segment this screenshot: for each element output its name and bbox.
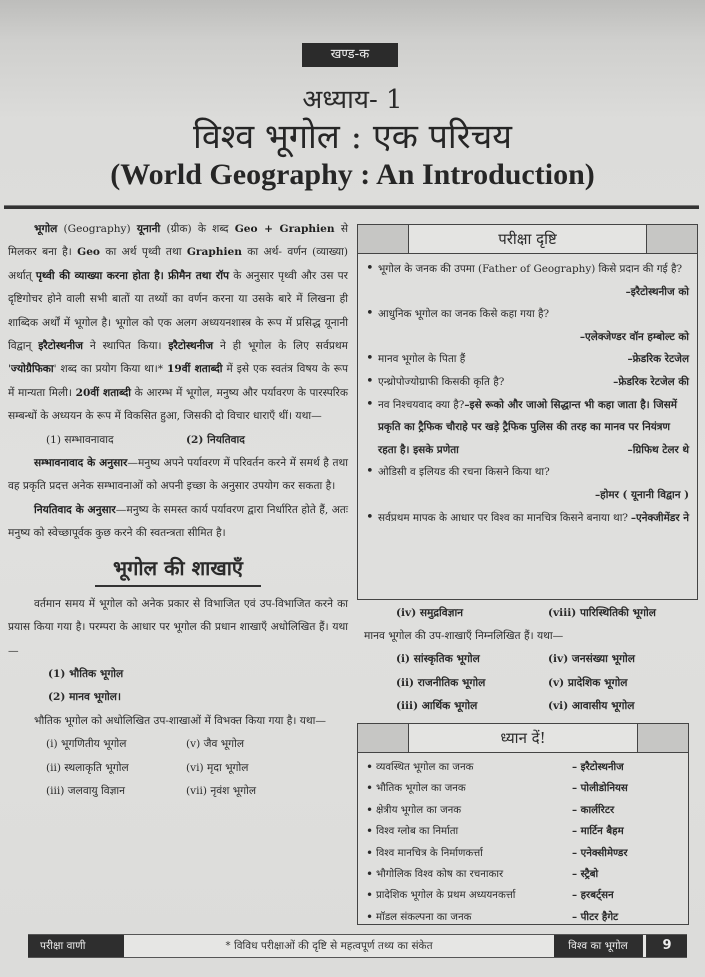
intro-paragraph xyxy=(8,218,348,429)
intro-segment: Graphien xyxy=(186,246,242,259)
header-shade-right xyxy=(647,225,697,253)
exam-insight-box xyxy=(357,224,698,600)
exam-insight-header xyxy=(358,225,697,254)
answer-inline: –इसे रूको और जाओ सिद्धान्त भी कहा जाता है। जिसमें प्रकृति का ट्रैफिक चौराहे पर खड़े ट्रैफिक पुलिस की तरह का मानव पर नियंत्रण रहता है। इसके प्रणेता xyxy=(378,398,677,456)
question: • एन्थ्रोपोज्योग्राफी किसकी कृति है? xyxy=(378,375,505,388)
human-subbranch-row xyxy=(360,648,690,671)
physical-subbranch-row xyxy=(8,780,348,803)
school-possibilism: (1) सम्भावनावाद xyxy=(46,433,114,446)
publisher-label: परीक्षा वाणी xyxy=(28,935,124,957)
section-badge: खण्ड-क xyxy=(302,43,398,67)
note-box xyxy=(357,723,689,925)
answer: –होमर ( यूनानी विद्वान ) xyxy=(594,488,689,501)
exam-insight-list xyxy=(358,254,697,529)
intro-segment: 20वीं शताब्दी xyxy=(75,386,131,399)
answer: –फ्रेडरिक रेटजेल की xyxy=(613,375,689,388)
question: आधुनिक भूगोल का जनक किसे कहा गया है? xyxy=(378,308,550,321)
question: सर्वप्रथम मापक के आधार पर विश्व का मानचित्र किसने बनाया था? xyxy=(378,511,628,524)
note-row xyxy=(366,800,680,821)
note-box-title: ध्यान दें! xyxy=(408,724,638,752)
main-branch-human: (2) मानव भूगोल। xyxy=(48,691,121,704)
intro-segment: ने स्थापित किया। xyxy=(83,340,169,353)
physical-subbranch-row xyxy=(360,602,690,625)
note-row xyxy=(366,778,680,799)
answer: –ग्रिफिथ टेलर थे xyxy=(627,443,689,456)
determinism-label: नियतिवाद के अनुसार xyxy=(34,503,116,516)
human-subbranch-row xyxy=(360,695,690,718)
subbranch-item: (vi) मृदा भूगोल xyxy=(186,761,249,774)
chapter-title-english: (World Geography : An Introduction) xyxy=(110,158,595,191)
intro-segment: (ग्रीक) के शब्द xyxy=(160,223,235,235)
intro-segment: 19वीं शताब्दी xyxy=(166,363,223,376)
footnote: * विविध परीक्षाओं की दृष्टि से महत्वपूर्ण तथ्य का संकेत xyxy=(124,935,554,957)
intro-segment: फ्रीमैन तथा रॉप xyxy=(168,269,229,282)
qa-item xyxy=(366,258,689,303)
subbranch-item: (iv) जनसंख्या भूगोल xyxy=(548,653,635,666)
header-shade-right xyxy=(638,724,688,752)
school-determinism: (2) नियतिवाद xyxy=(186,433,245,446)
possibilism-label: सम्भावनावाद के अनुसार xyxy=(34,457,128,470)
intro-segment: ज्योग्रैफिका xyxy=(10,363,54,376)
physical-intro: भौतिक भूगोल को अधोलिखित उप-शाखाओं में विभक्त किया गया है। यथा— xyxy=(34,714,326,727)
title-divider xyxy=(4,205,699,209)
qa-item xyxy=(366,461,689,506)
qa-item xyxy=(366,348,689,371)
note-value: – पीटर हैगेट xyxy=(572,910,619,923)
note-list xyxy=(358,753,688,932)
human-subbranch-intro: मानव भूगोल की उप-शाखाएँ निम्नलिखित हैं। यथा— xyxy=(364,630,564,643)
answer: –एलेक्जेण्डर वॉन हम्बोल्ट को xyxy=(579,330,689,343)
note-row xyxy=(366,757,680,778)
possibilism-text: —मनुष्य अपने पर्यावरण में परिवर्तन करने में समर्थ है तथा वह प्रकृति प्रदत्त अनेक सम्भावनाओं को अपनी इच्छा के अनुसार उपयोग कर सकता है। xyxy=(8,457,348,493)
note-label: • मॉडल संकल्पना का जनक xyxy=(366,907,572,928)
note-value: – पोलीडोनियस xyxy=(572,782,628,795)
intro-segment: ने ही भूगोल के लिए सर्वप्रथम ' xyxy=(8,340,348,376)
question: भूगोल के जनक की उपमा (Father of Geography) किसे प्रदान की गई है? xyxy=(378,263,683,275)
subbranch-item: (i) सांस्कृतिक भूगोल xyxy=(396,653,480,666)
note-row xyxy=(366,864,680,885)
physical-subbranch-row xyxy=(8,733,348,756)
subbranch-item: (iv) समुद्रविज्ञान xyxy=(396,607,464,619)
qa-item xyxy=(366,394,689,462)
qa-item xyxy=(366,507,689,530)
note-label: • भौतिक भूगोल का जनक xyxy=(366,778,572,799)
subbranch-item: (ii) राजनीतिक भूगोल xyxy=(396,676,486,689)
right-column-text xyxy=(360,602,690,718)
note-row xyxy=(366,821,680,842)
note-row xyxy=(366,885,680,906)
subbranch-item: (vi) आवासीय भूगोल xyxy=(548,699,635,712)
note-value: – एनेक्सीमेण्डर xyxy=(572,846,628,859)
note-value: – हरबर्ट्सन xyxy=(572,889,614,902)
intro-segment: के आरम्भ में भूगोल, मनुष्य और पर्यावरण के पारस्परिक सम्बन्धों के अध्ययन के रूप में विकसित हुआ, जिसकी दो विचार धाराएँ थीं। यथा— xyxy=(8,386,348,423)
determinism-paragraph xyxy=(8,499,348,546)
subbranch-item: (viii) पारिस्थितिकी भूगोल xyxy=(548,607,656,619)
intro-segment: इरैटोस्थनीज xyxy=(168,340,214,353)
note-label: • भौगोलिक विश्व कोष का रचनाकार xyxy=(366,864,572,885)
note-value: – इरैटोस्थनीज xyxy=(572,761,624,773)
intro-segment: का अर्थ- वर्णन (व्याख्या) अर्थात् xyxy=(8,246,348,282)
header-shade-left xyxy=(358,225,408,253)
answer: –फ्रेडरिक रेटजेल xyxy=(627,353,689,366)
exam-insight-title: परीक्षा दृष्टि xyxy=(408,225,647,253)
intro-segment: से मिलकर बना है। xyxy=(8,223,348,259)
qa-item xyxy=(366,371,689,394)
note-row xyxy=(366,843,680,864)
note-label: • विश्व मानचित्र के निर्माणकर्त्ता xyxy=(366,843,572,864)
note-label: • क्षेत्रीय भूगोल का जनक xyxy=(366,800,572,821)
note-label: • व्यवस्थित भूगोल का जनक xyxy=(366,757,572,778)
note-label: • विश्व ग्लोब का निर्माता xyxy=(366,821,572,842)
qa-item xyxy=(366,303,689,348)
intro-segment: पृथ्वी की व्याख्या करना होता है। xyxy=(35,269,164,282)
intro-segment: (Geography) xyxy=(57,223,137,235)
physical-subbranch-row xyxy=(8,757,348,780)
subbranch-item: (ii) स्थलाकृति भूगोल xyxy=(46,761,129,774)
subbranch-item: (v) जैव भूगोल xyxy=(186,738,245,751)
answer: –एनेक्जीमेंडर ने xyxy=(630,511,689,524)
note-box-header xyxy=(358,724,688,753)
book-title: विश्व का भूगोल xyxy=(554,935,642,957)
question: ओडिसी व इलियड की रचना किसने किया था? xyxy=(378,466,550,479)
branches-intro: वर्तमान समय में भूगोल को अनेक प्रकार से विभाजित एवं उप-विभाजित करने का प्रयास किया गया है। परम्परा के आधार पर भूगोल की प्रधान शाखाएँ अधोलिखित हैं। यथा— xyxy=(8,597,348,657)
subbranch-item: (iii) जलवायु विज्ञान xyxy=(46,784,126,797)
subbranch-item: (vii) नृवंश भूगोल xyxy=(186,784,257,797)
branches-heading: भूगोल की शाखाएँ xyxy=(8,554,348,587)
determinism-text: —मनुष्य के समस्त कार्य पर्यावरण द्वारा निर्धारित होते हैं, अतः मनुष्य को स्वेच्छापूर्वक कुछ करने की स्वतन्त्रता सीमित है। xyxy=(8,503,348,540)
schools-of-thought xyxy=(8,429,348,452)
intro-segment: इरैटोस्थनीज xyxy=(38,340,83,353)
intro-segment: Geo + Graphien xyxy=(234,223,335,235)
page-number: 9 xyxy=(647,935,687,957)
note-value: – कार्लरिटर xyxy=(572,803,615,816)
question: नव निश्चयवाद क्या है? xyxy=(378,398,465,411)
intro-segment: ' शब्द का प्रयोग किया था।* xyxy=(53,363,167,376)
answer: –इरैटोस्थनीज को xyxy=(625,285,689,298)
question: • मानव भूगोल के पिता हैं xyxy=(378,353,466,366)
note-label: • प्रादेशिक भूगोल के प्रथम अध्ययनकर्त्ता xyxy=(366,885,572,906)
intro-segment: में इसे एक स्वतंत्र विषय के रूप में मान्यता मिली। xyxy=(8,363,348,399)
subbranch-item: (i) भूगणितीय भूगोल xyxy=(46,738,127,751)
intro-segment: के अनुसार पृथ्वी और उस पर दृष्टिगोचर होने वाली सभी बातों या तथ्यों का वर्णन करना या उसके बारे में लिखना ही शाब्दिक अर्थों में भूगोल है। भूगोल को एक अलग अध्ययनशास्त्र के रूप में प्रसिद्ध यूनानी विद्वान् xyxy=(8,269,348,353)
main-branch-physical: (1) भौतिक भूगोल xyxy=(48,667,124,680)
note-row xyxy=(366,907,680,928)
human-subbranch-row xyxy=(360,672,690,695)
intro-segment: यूनानी xyxy=(136,223,161,235)
possibilism-paragraph xyxy=(8,452,348,499)
intro-segment: का अर्थ पृथ्वी तथा xyxy=(100,246,187,259)
subbranch-item: (v) प्रादेशिक भूगोल xyxy=(548,676,628,689)
intro-segment: Geo xyxy=(77,246,100,259)
left-column xyxy=(8,218,348,803)
chapter-title-hindi: विश्व भूगोल : एक परिचय xyxy=(193,117,512,157)
chapter-number: अध्याय- 1 xyxy=(302,85,403,115)
note-value: – स्ट्रैबो xyxy=(572,868,599,881)
header-shade-left xyxy=(358,724,408,752)
page-footer xyxy=(28,934,687,958)
intro-segment: भूगोल xyxy=(34,223,58,235)
note-value: – मार्टिन बैहम xyxy=(572,825,624,838)
subbranch-item: (iii) आर्थिक भूगोल xyxy=(396,699,478,712)
